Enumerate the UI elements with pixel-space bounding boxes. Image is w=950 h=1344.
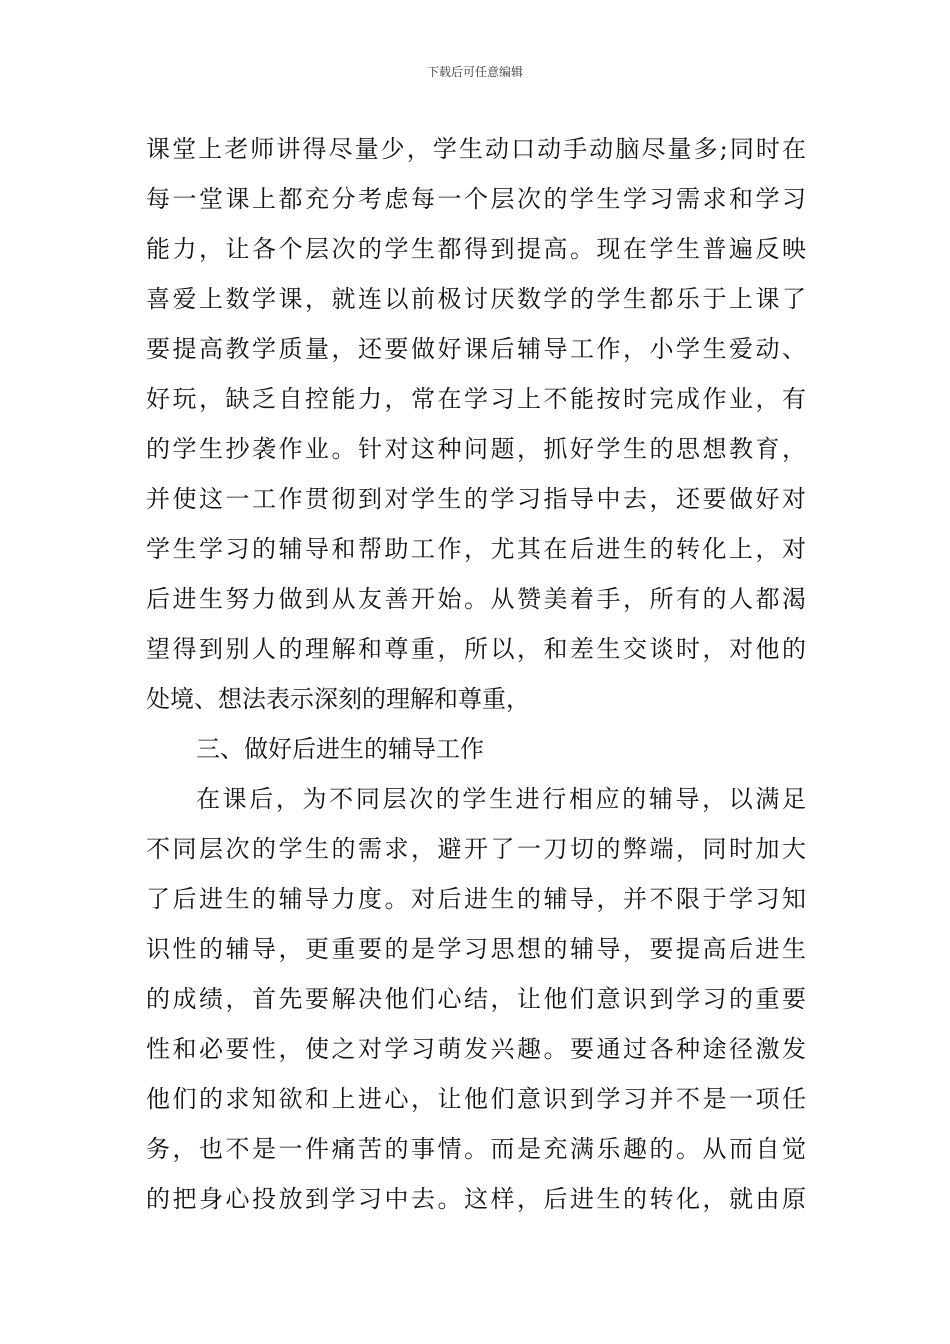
text-line: 好玩，缺乏自控能力，常在学习上不能按时完成作业，有 — [146, 385, 806, 413]
text-line: 不同层次的学生的需求，避开了一刀切的弊端，同时加大 — [146, 835, 806, 863]
paragraph-2 — [146, 774, 806, 1224]
text-line: 后进生努力做到从友善开始。从赞美着手，所有的人都渴 — [146, 585, 806, 613]
text-line: 要提高教学质量，还要做好课后辅导工作，小学生爱动、 — [146, 335, 806, 363]
text-line: 性和必要性，使之对学习萌发兴趣。要通过各种途径激发 — [146, 1035, 806, 1063]
text-line: 并使这一工作贯彻到对学生的学习指导中去，还要做好对 — [146, 485, 806, 513]
page-header: 下载后可任意编辑 — [426, 65, 523, 79]
section-heading-text: 三、做好后进生的辅导工作 — [196, 735, 484, 763]
text-line: 每一堂课上都充分考虑每一个层次的学生学习需求和学习 — [146, 185, 806, 213]
text-line: 务，也不是一件痛苦的事情。而是充满乐趣的。从而自觉 — [146, 1135, 806, 1163]
text-line: 他们的求知欲和上进心，让他们意识到学习并不是一项任 — [146, 1085, 806, 1113]
text-line: 课堂上老师讲得尽量少，学生动口动手动脑尽量多;同时在 — [146, 135, 806, 163]
text-line: 的把身心投放到学习中去。这样，后进生的转化，就由原 — [146, 1185, 806, 1213]
text-line: 在课后，为不同层次的学生进行相应的辅导，以满足 — [196, 785, 806, 813]
document-body — [146, 124, 806, 1224]
paragraph-1 — [146, 124, 806, 724]
text-line: 的学生抄袭作业。针对这种问题，抓好学生的思想教育， — [146, 435, 806, 463]
text-line: 了后进生的辅导力度。对后进生的辅导，并不限于学习知 — [146, 885, 806, 913]
text-line: 能力，让各个层次的学生都得到提高。现在学生普遍反映 — [146, 235, 806, 263]
text-line: 学生学习的辅导和帮助工作，尤其在后进生的转化上，对 — [146, 535, 806, 563]
text-line: 识性的辅导，更重要的是学习思想的辅导，要提高后进生 — [146, 935, 806, 963]
text-line: 望得到别人的理解和尊重，所以，和差生交谈时，对他的 — [146, 635, 806, 663]
text-line: 处境、想法表示深刻的理解和尊重， — [146, 685, 530, 713]
text-line: 喜爱上数学课，就连以前极讨厌数学的学生都乐于上课了 — [146, 285, 806, 313]
section-heading — [146, 724, 806, 774]
text-line: 的成绩，首先要解决他们心结，让他们意识到学习的重要 — [146, 985, 806, 1013]
